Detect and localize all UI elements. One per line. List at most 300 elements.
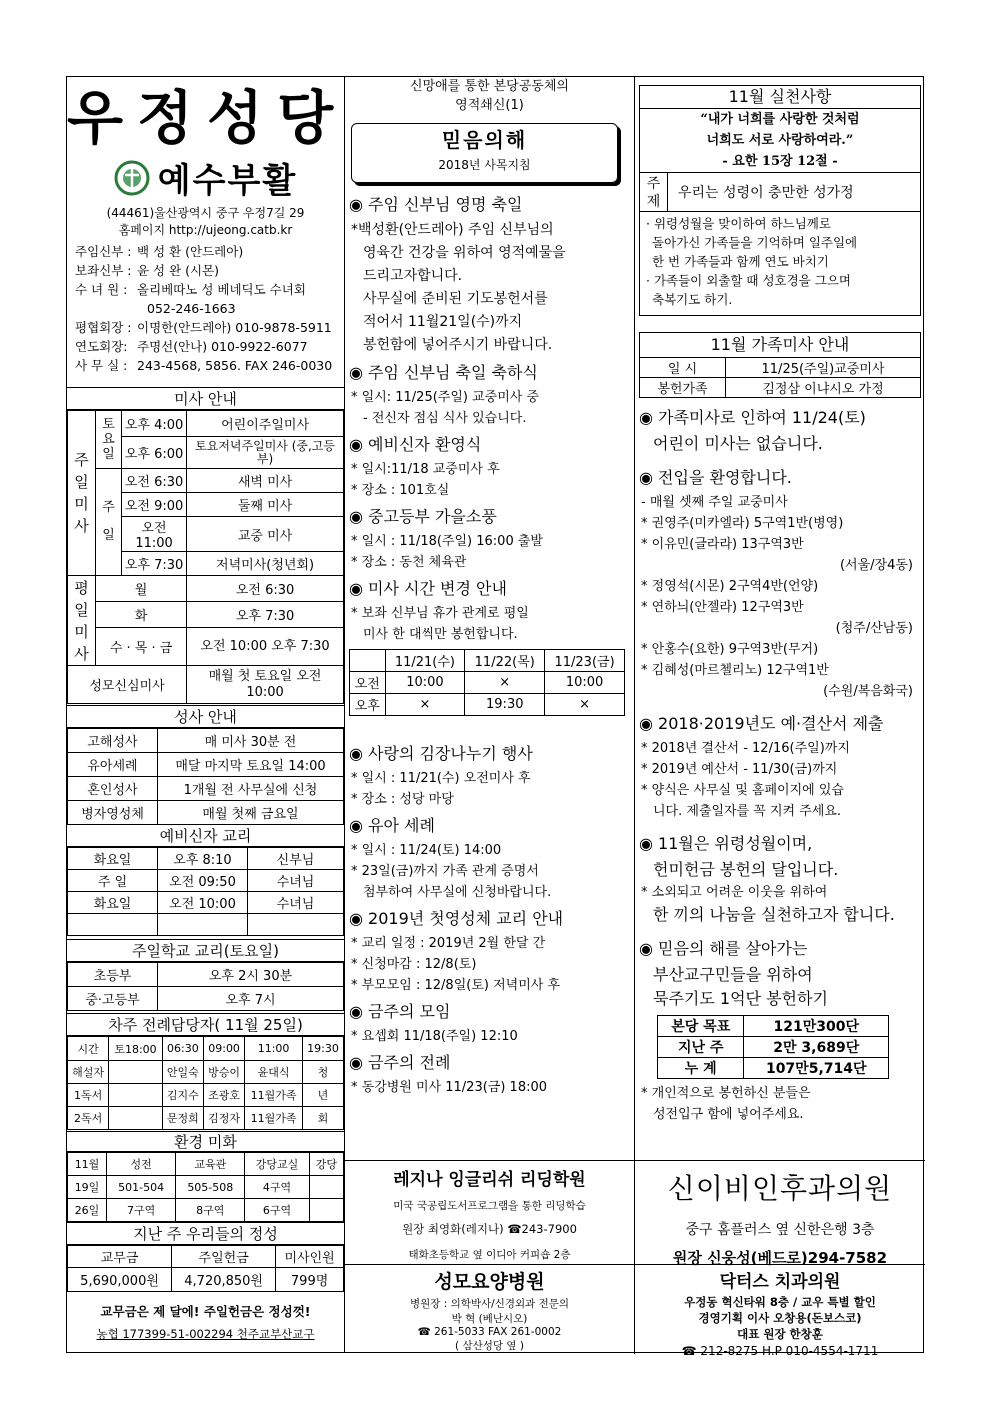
table-cell: 봉헌가족: [640, 378, 726, 398]
announcement-line: * 2019년 예산서 - 11/30(금)까지: [641, 762, 838, 777]
announcement-title: ◉ 11월은 위령성월이며,: [639, 834, 813, 853]
table-row: [68, 801, 344, 825]
staff-role: 연도회장:: [75, 339, 128, 354]
announcement-line: *백성환(안드레아) 주임 신부님의: [351, 222, 554, 238]
practice-note-line: · 위령성월을 맞이하여 하느님께로: [646, 216, 831, 231]
year-of-faith-box: [351, 123, 618, 183]
table-cell: 청: [302, 1061, 343, 1084]
table-cell: 5,690,000원: [68, 1268, 172, 1292]
table-header-cell: 11/22(목): [465, 650, 545, 672]
offering-section: [67, 1222, 344, 1342]
practice-note-line: · 가족들이 외출할 때 성호경을 그으며: [646, 273, 851, 288]
table-cell: [158, 914, 248, 936]
table-row: [68, 1061, 344, 1084]
table-cell: 문정희: [162, 1107, 203, 1130]
table-cell: ×: [385, 694, 465, 716]
ad-line: 태화초등학교 옆 이디아 커피숍 2층: [408, 1249, 571, 1261]
announcement-line: 봉헌함에 넣어주시기 바랍니다.: [363, 337, 553, 353]
weekday-mass-label: 평일미사: [68, 576, 96, 666]
announcement-line: 드리고자합니다.: [363, 268, 463, 284]
announcement-title: ◉ 믿음의 해를 살아가는: [639, 939, 808, 958]
bank-account: 농협 177399-51-002294 천주교부산교구: [96, 1327, 315, 1341]
announcement-line: * 김혜성(마르첼리노) 12구역1반: [641, 663, 829, 678]
table-row: [68, 914, 344, 936]
table-cell: 지난 주: [658, 1037, 744, 1058]
right-announcements: [635, 406, 925, 1125]
announcement: [345, 505, 634, 573]
mass-name: 교중 미사: [187, 517, 344, 552]
table-cell: 중·고등부: [68, 987, 158, 1011]
table-cell: ×: [465, 672, 545, 694]
mass-name: 토요저녁주일미사 (중,고등부): [187, 437, 344, 469]
family-mass-box: [639, 332, 921, 398]
announcement-line: 한 끼의 나눔을 실천하고자 합니다.: [653, 905, 895, 924]
mass-time: 오전 10:00 오후 7:30: [187, 628, 344, 666]
staff-value: 052-246-1663: [147, 301, 236, 316]
theme-label: 주제: [640, 173, 668, 211]
table-cell: 505-508: [176, 1176, 245, 1199]
ad-ent-clinic: [635, 1160, 925, 1267]
table-row: [68, 1084, 344, 1107]
mass-time: 오전11:00: [122, 517, 187, 552]
family-mass-title: 11월 가족미사 안내: [639, 332, 921, 357]
table-cell: 화요일: [68, 892, 158, 914]
sacrament-table: [67, 728, 344, 825]
announcement-title: ◉ 주임 신부님 영명 축일: [349, 195, 523, 214]
table-header-cell: 시간: [68, 1037, 109, 1061]
mass-title: 미사 안내: [67, 388, 344, 410]
table-cell: 오전: [350, 672, 386, 694]
table-cell: 김지수: [162, 1084, 203, 1107]
table-row: [68, 1268, 344, 1292]
staff-role: 보좌신부 :: [75, 263, 132, 278]
table-cell: 8구역: [176, 1199, 245, 1222]
announcement-line: * 23일(금)까지 가족 관계 증명서: [351, 864, 539, 879]
announcement: [345, 1051, 634, 1098]
staff-value: 백 성 환 (안드레아): [137, 244, 244, 259]
announcement-title: ◉ 2018·2019년도 예·결산서 제출: [639, 714, 884, 733]
table-row: [68, 729, 344, 753]
announcement-line: * 일시 : 11/24(토) 14:00: [351, 843, 502, 858]
announcement-line: 적어서 11월21일(수)까지: [363, 314, 523, 330]
table-header-cell: 강당교실: [245, 1153, 309, 1176]
table-cell: 2독서: [68, 1107, 109, 1130]
announcement-line: * 동강병원 미사 11/23(금) 18:00: [351, 1080, 548, 1095]
saturday-label: 토요일: [96, 411, 122, 469]
announcement-line: * 양식은 사무실 및 홈페이지에 있습: [641, 783, 844, 798]
announcement: [345, 907, 634, 996]
mass-time: 오전 6:30: [122, 469, 187, 493]
table-header-cell: 강당: [309, 1153, 343, 1176]
practice-note-line: 축복기도 하기.: [652, 292, 733, 307]
announcement-line: * 이유민(글라라) 13구역3반: [641, 537, 804, 552]
table-row: [68, 987, 344, 1011]
table-cell: 회: [302, 1107, 343, 1130]
staff-row: [67, 337, 344, 356]
table-cell: [248, 914, 344, 936]
ad-line: 원장 신웅성(베드로)294-7582: [672, 1249, 888, 1267]
announcement-line: 영육간 건강을 위하여 영적예물을: [363, 245, 566, 261]
announcement: [635, 832, 925, 927]
table-cell: 고해성사: [68, 729, 158, 753]
table-header-row: [68, 1037, 344, 1061]
table-header-cell: 토18:00: [109, 1037, 163, 1061]
announcement: [635, 466, 925, 702]
announcement: [345, 433, 634, 501]
announcement-line: * 권영주(미카엘라) 5구역1반(병영): [641, 516, 844, 531]
mass-change-table: [349, 649, 625, 716]
announcement-line: * 일시 : 11/21(수) 오전미사 후: [351, 771, 531, 786]
rosary-note: * 개인적으로 봉헌하신 분들은: [641, 1086, 811, 1101]
offering-title: 지난 주 우리들의 정성: [67, 1223, 344, 1245]
environment-section: [67, 1131, 344, 1222]
announcement-title: ◉ 중고등부 가을소풍: [349, 507, 497, 526]
table-row: [68, 753, 344, 777]
announcement-line: 사무실에 준비된 기도봉헌서를: [363, 291, 548, 307]
announcement: [635, 937, 925, 1125]
table-cell: 오후 2시 30분: [158, 963, 344, 987]
table-header-cell: 11월: [68, 1153, 107, 1176]
table-cell: 수녀님: [248, 870, 344, 892]
staff-row: [67, 242, 344, 261]
table-cell: 501-504: [107, 1176, 176, 1199]
pastoral-guideline: 2018년 사목지침: [438, 158, 531, 172]
table-cell: 화요일: [68, 848, 158, 870]
table-cell: 121만300단: [744, 1016, 889, 1037]
announcement-list: [345, 193, 634, 1098]
table-cell: 조광호: [203, 1084, 244, 1107]
announcement: [345, 193, 634, 357]
table-cell: 10:00: [385, 672, 465, 694]
announcement-title: ◉ 금주의 모임: [349, 1002, 451, 1021]
practice-theme: 우리는 성령이 충만한 성가정: [678, 185, 854, 201]
practice-box: [639, 85, 921, 316]
ad-line: ( 삼산성당 옆 ): [455, 1340, 524, 1352]
announcement-line: * 장소 : 동천 체육관: [351, 555, 467, 570]
table-cell: 11월가족: [245, 1107, 303, 1130]
table-row: [640, 358, 921, 378]
announcement: [345, 814, 634, 903]
table-cell: 4구역: [245, 1176, 309, 1199]
table-cell: 1독서: [68, 1084, 109, 1107]
ad-dental-clinic: [635, 1264, 925, 1358]
table-row: [68, 870, 344, 892]
mass-name: 새벽 미사: [187, 469, 344, 493]
announcement-line: 묵주기도 1억단 봉헌하기: [653, 989, 828, 1008]
ad-line: ☎ 212-8275 H.P 010-4554-1711: [681, 1344, 879, 1358]
announcement: [345, 1000, 634, 1047]
table-cell: 매달 마지막 토요일 14:00: [158, 753, 344, 777]
announcement-title: ◉ 가족미사로 인하여 11/24(토): [639, 408, 866, 427]
announcement-line: * 일시: 11/25(주일) 교중미사 중: [351, 390, 540, 405]
ad-line: 대표 원장 한창훈: [737, 1327, 823, 1341]
ad-line: 우정동 혁신타워 8층 / 교우 특별 할인: [684, 1295, 876, 1309]
announcement-title: ◉ 2019년 첫영성체 교리 안내: [349, 909, 564, 928]
table-header-cell: 미사인원: [276, 1246, 344, 1268]
parish-subtitle: 예수부활: [157, 161, 298, 201]
table-cell: 병자영성체: [68, 801, 158, 825]
table-cell: 799명: [276, 1268, 344, 1292]
staff-row: [67, 261, 344, 280]
practice-notes: [640, 212, 920, 315]
table-cell: 오전 09:50: [158, 870, 248, 892]
table-header-cell: 교무금: [68, 1246, 172, 1268]
staff-row: [67, 356, 344, 375]
mass-name: 둘째 미사: [187, 493, 344, 517]
table-row: [68, 963, 344, 987]
table-cell: 2만 3,689단: [744, 1037, 889, 1058]
mass-time: 오전 6:30: [187, 576, 344, 602]
staff-role: 사 무 실 :: [75, 358, 128, 373]
table-row: [658, 1016, 889, 1037]
rosary-note: 성전입구 함에 넣어주세요.: [653, 1107, 804, 1122]
ad-title: 레지나 잉글리쉬 리딩학원: [393, 1170, 586, 1190]
table-cell: 김정삼 이냐시오 가정: [726, 378, 921, 398]
mass-time: 오후 4:00: [122, 411, 187, 437]
table-header-cell: 11/23(금): [545, 650, 625, 672]
table-header-cell: 19:30: [302, 1037, 343, 1061]
table-cell: 19일: [68, 1176, 107, 1199]
table-cell: 11/25(주일)교중미사: [726, 358, 921, 378]
left-column: [67, 77, 348, 1352]
table-cell: 107만5,714단: [744, 1058, 889, 1079]
table-row: [68, 1107, 344, 1130]
table-row: [68, 777, 344, 801]
table-cell: 매 미사 30분 전: [158, 729, 344, 753]
table-cell: 1개월 전 사무실에 신청: [158, 777, 344, 801]
announcement-line: (청주/산남동): [835, 621, 913, 636]
weekday: 월: [96, 576, 187, 602]
announcement-line: (서울/장4동): [839, 558, 913, 573]
mass-time: 오전 9:00: [122, 493, 187, 517]
announcement-line: - 전신자 점심 식사 있습니다.: [363, 411, 527, 426]
year-of-faith-title: 믿음의해: [441, 128, 528, 152]
mass-section: [67, 387, 344, 704]
environment-table: [67, 1152, 344, 1222]
table-cell: 6구역: [245, 1199, 309, 1222]
table-header-cell: 11:00: [245, 1037, 303, 1061]
table-cell: 방승이: [203, 1061, 244, 1084]
pastoral-theme-line1: 신망애를 통한 본당공동체의: [410, 79, 569, 94]
table-header-cell: 주일헌금: [172, 1246, 276, 1268]
ad-line: 경영기획 이사 오창용(돈보스코): [698, 1311, 862, 1325]
announcement-title: ◉ 유아 세례: [349, 816, 435, 835]
ad-line: 병원장 : 의학박사/신경외과 전문의: [409, 1298, 570, 1310]
practice-title: 11월 실천사항: [640, 86, 920, 109]
table-row: [68, 892, 344, 914]
ad-reading-academy: [345, 1160, 635, 1264]
table-cell: [109, 1084, 163, 1107]
sunday-mass-label: 주일미사: [68, 411, 96, 576]
staff-role: 수 녀 원 :: [75, 282, 128, 297]
staff-role: 주임신부 :: [75, 244, 132, 259]
table-row: [350, 672, 625, 694]
table-header-row: [68, 1246, 344, 1268]
staff-row: [67, 299, 344, 318]
announcement-line: * 일시 : 11/18(주일) 16:00 출발: [351, 534, 543, 549]
table-cell: [309, 1176, 343, 1199]
mass-time: 오후 7:30: [187, 602, 344, 628]
table-row: [68, 1176, 344, 1199]
announcement-line: * 2018년 결산서 - 12/16(주일)까지: [641, 741, 850, 756]
announcement-line: * 안홍수(요한) 9구역3반(무거): [641, 642, 819, 657]
table-cell: 누 계: [658, 1058, 744, 1079]
announcement-line: * 일시:11/18 교중미사 후: [351, 462, 500, 477]
announcement-line: * 부모모임 : 12/8일(토) 저녁미사 후: [351, 978, 561, 993]
address: (44461)울산광역시 중구 우정7길 29: [106, 206, 305, 220]
table-header-cell: 09:00: [203, 1037, 244, 1061]
staff-role: 평협회장 :: [75, 320, 132, 335]
spacer: [345, 722, 634, 742]
table-cell: 7구역: [107, 1199, 176, 1222]
sunday-school-section: [67, 939, 344, 1011]
table-cell: [309, 1199, 343, 1222]
table-header-cell: 교육관: [176, 1153, 245, 1176]
mass-time: 오후 7:30: [122, 552, 187, 576]
table-cell: 초등부: [68, 963, 158, 987]
announcement-title: ◉ 미사 시간 변경 안내: [349, 579, 507, 598]
liturgy-table: [67, 1036, 344, 1130]
weekday: 화: [96, 602, 187, 628]
announcement-line: 부산교구민들을 위하여: [653, 965, 813, 984]
announcement-title: ◉ 예비신자 환영식: [349, 435, 482, 454]
heart-mass-label: 성모신심미사: [68, 666, 187, 704]
catechumen-table: [67, 847, 344, 936]
announcement-line: - 매월 셋째 주일 교중미사: [641, 495, 788, 510]
catechumen-title: 예비신자 교리: [67, 825, 344, 847]
table-cell: 19:30: [465, 694, 545, 716]
announcement-line: * 장소 : 성당 마당: [351, 792, 454, 807]
announcement-title: ◉ 전입을 환영합니다.: [639, 468, 792, 487]
table-row: [68, 1199, 344, 1222]
table-cell: [109, 1107, 163, 1130]
sacrament-title: 성사 안내: [67, 706, 344, 728]
staff-row: [67, 318, 344, 337]
announcement-line: 헌미헌금 봉헌의 달입니다.: [653, 860, 839, 879]
table-header-row: [350, 650, 625, 672]
table-cell: 년: [302, 1084, 343, 1107]
ad-title: 닥터스 치과의원: [719, 1272, 841, 1292]
table-header-cell: [350, 650, 386, 672]
table-row: [640, 378, 921, 398]
sunday-school-table: [67, 962, 344, 1011]
table-row: [658, 1037, 889, 1058]
weekday: 수 · 목 · 금: [96, 628, 187, 666]
announcement-line: * 장소 : 101호실: [351, 483, 450, 498]
table-cell: 혼인성사: [68, 777, 158, 801]
table-cell: 안일숙: [162, 1061, 203, 1084]
mass-time: 오후 6:00: [122, 437, 187, 469]
ad-line: 중구 홈플러스 옆 신한은행 3층: [685, 1222, 875, 1238]
table-row: [350, 694, 625, 716]
table-cell: 오후 7시: [158, 987, 344, 1011]
ad-title: 성모요양병원: [434, 1271, 545, 1293]
table-cell: 유아세례: [68, 753, 158, 777]
announcement-line: * 신청마감 : 12/8(토): [351, 957, 477, 972]
announcement: [345, 361, 634, 429]
sacrament-section: [67, 705, 344, 825]
liturgy-title: 차주 전례담당자( 11월 25일): [67, 1014, 344, 1036]
table-cell: [68, 914, 158, 936]
announcement-title: ◉ 사랑의 김장나누기 행사: [349, 744, 533, 763]
homepage-link[interactable]: 홈페이지 http://ujeong.catb.kr: [118, 223, 293, 237]
announcement: [345, 742, 634, 810]
ad-title: 신이비인후과의원: [667, 1172, 893, 1205]
announcement-line: * 정영석(시몬) 2구역4반(언양): [641, 579, 819, 594]
offering-table: [67, 1245, 344, 1292]
table-cell: 11월가족: [245, 1084, 303, 1107]
family-mass-table: [639, 357, 921, 398]
announcement: [635, 712, 925, 822]
staff-list: [67, 242, 344, 375]
offering-slogan: 교무금은 제 달에! 주일헌금은 정성껏!: [100, 1304, 311, 1319]
bulletin-page: [66, 76, 924, 1358]
staff-value: 주명선(안나) 010-9922-6077: [137, 339, 308, 354]
table-cell: 신부님: [248, 848, 344, 870]
bible-verse-line1: “내가 너희를 사랑한 것처럼: [700, 112, 860, 127]
table-header-cell: 06:30: [162, 1037, 203, 1061]
table-cell: 해설자: [68, 1061, 109, 1084]
announcement-line: 미사 한 대씩만 봉헌합니다.: [363, 627, 518, 642]
sunday-school-title: 주일학교 교리(토요일): [67, 940, 344, 962]
table-header-cell: 11/21(수): [385, 650, 465, 672]
announcement-line: * 보좌 신부님 휴가 관계로 평일: [351, 606, 529, 621]
ad-line: 박 혁 (베난시오): [451, 1313, 528, 1325]
table-cell: 오전 10:00: [158, 892, 248, 914]
announcement: [345, 577, 634, 645]
mass-name: 어린이주일미사: [187, 411, 344, 437]
table-header-cell: 성전: [107, 1153, 176, 1176]
announcement-line: (수원/복음화국): [823, 684, 913, 699]
table-cell: 김정자: [203, 1107, 244, 1130]
staff-value: 올리베따노 성 베네딕도 수녀회: [137, 282, 306, 297]
table-cell: 오후 8:10: [158, 848, 248, 870]
liturgy-section: [67, 1013, 344, 1130]
announcement-line: 니다. 제출일자를 꼭 지켜 주세요.: [653, 804, 842, 819]
staff-value: 243-4568, 5856. FAX 246-0030: [137, 358, 333, 373]
table-cell: 일 시: [640, 358, 726, 378]
table-cell: 오후: [350, 694, 386, 716]
table-cell: 26일: [68, 1199, 107, 1222]
announcement-line: * 요셉회 11/18(주일) 12:10: [351, 1029, 518, 1044]
table-cell: 주 일: [68, 870, 158, 892]
environment-title: 환경 미화: [67, 1132, 344, 1152]
table-row: [68, 848, 344, 870]
table-cell: ×: [545, 694, 625, 716]
table-cell: 매월 첫째 금요일: [158, 801, 344, 825]
bible-verse-ref: - 요한 15장 12절 -: [722, 154, 838, 169]
mass-name: 저녁미사(청년회): [187, 552, 344, 576]
pastoral-theme-line2: 영적쇄신(1): [455, 98, 524, 113]
announcement-line: 첨부하여 사무실에 신청바랍니다.: [363, 885, 552, 900]
bible-verse-line2: 너희도 서로 사랑하여라.”: [706, 133, 854, 148]
announcement-line: 어린이 미사는 없습니다.: [653, 434, 823, 453]
mass-table: [67, 410, 344, 704]
announcement-line: * 소외되고 어려운 이웃을 위하여: [641, 885, 828, 900]
ad-line: 미국 국공립도서프로그램을 통한 리딩학습: [393, 1200, 586, 1212]
ad-nursing-hospital: [345, 1264, 635, 1354]
practice-note-line: 돌아가신 가족들을 기억하며 일주일에: [652, 235, 858, 250]
table-cell: 10:00: [545, 672, 625, 694]
ad-line: ☎ 261-5033 FAX 261-0002: [417, 1326, 562, 1338]
table-cell: 4,720,850원: [172, 1268, 276, 1292]
staff-row: [67, 280, 344, 299]
catechumen-section: [67, 824, 344, 936]
table-row: [658, 1058, 889, 1079]
rosary-table: [657, 1015, 889, 1079]
table-header-row: [68, 1153, 344, 1176]
table-cell: 본당 목표: [658, 1016, 744, 1037]
